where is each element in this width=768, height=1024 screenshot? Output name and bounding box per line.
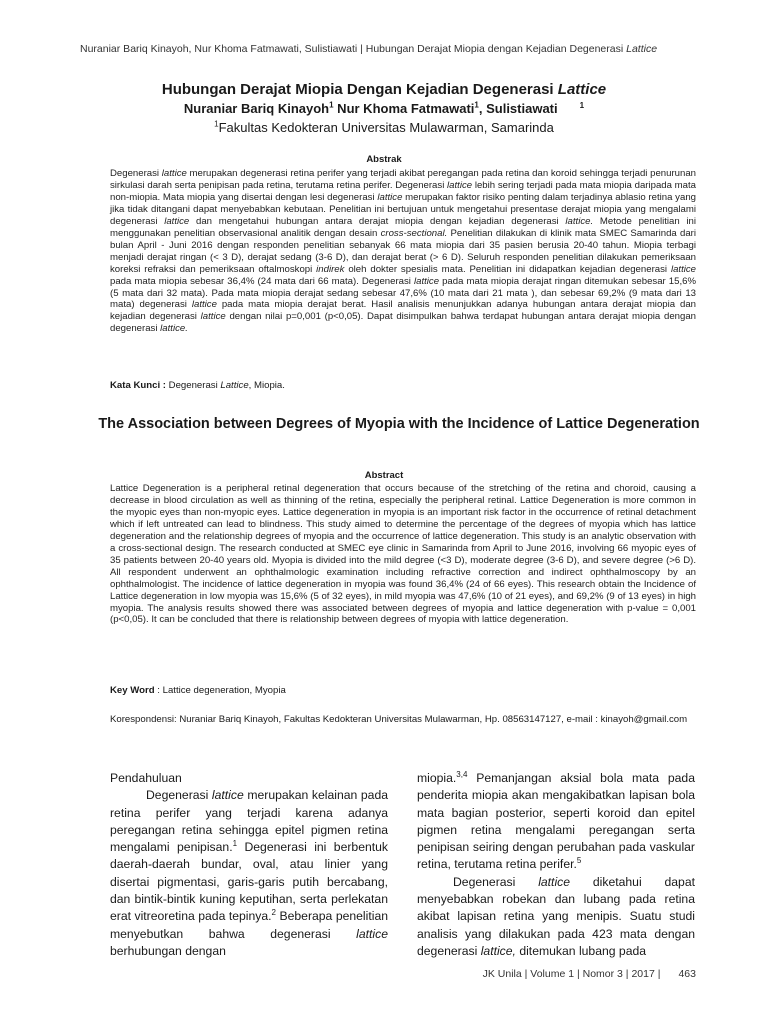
abstrak-text: Degenerasi lattice merupakan degenerasi retina perifer yang terjadi akibat peregangan pada retina dan koroid sehingga terjadi penurunan sirkulasi darah serta penipisan pada retina, terutama retina perifer. Degenerasi lattice lebih sering terjadi pada mata miopia daripada mata non-miopia. Mata miopia yang disertai dengan lesi degenerasi lattice merupakan faktor risiko penting dalam terjadinya ablasio retina yang jika tidak ditangani dapat menyebabkan kebutaan. Penelitian ini bertujuan untuk mengetahui presentase derajat miopia yang mengalami degenerasi lattice dan mengetahui hubungan antara derajat miopia dengan kejadian degenerasi lattice. Metode penelitian ini menggunakan penelitian observasional analitik dengan desain cross-sectional. Penelitian dilakukan di klinik mata SMEC Samarinda dari bulan April - Juni 2016 dengan responden penelitian sebanyak 66 mata miopia dari 35 pasien berusia 20-40 tahun. Miopia terbagi menjadi derajat ringan (< 3 D), derajat sedang (3-6 D), dan derajat berat (> 6 D). Seluruh responden penelitian dilakukan pemeriksaan koreksi refraksi dan pemeriksaan oftalmoskopi indirek oleh dokter spesialis mata. Penelitian ini didapatkan kejadian degenerasi lattice pada mata miopia sebesar 36,4% (24 mata dari 66 mata). Degenerasi lattice pada mata miopia derajat ringan ditemukan sebesar 15,6% (5 mata dari 32 mata). Pada mata miopia derajat sedang sebesar 47,6% (10 mata dari 21 mata ), dan sebesar 69,2% (9 mata dari 13 mata) degenerasi lattice pada mata miopia derajat berat. Hasil analisis menunjukkan adanya hubungan antara derajat miopia dan kejadian degenerasi lattice dengan nilai p=0,001 (p<0,05). Dapat disimpulkan bahwa terdapat hubungan antara derajat miopia dengan degenerasi lattice. [110,168,697,335]
paper-title: Hubungan Derajat Miopia Dengan Kejadian Degenerasi Lattice [161,81,607,98]
body-paragraph: Degenerasi lattice merupakan kelainan pada retina perifer yang terjadi karena adanya peregangan retina sehingga epitel pigmen retina mengalami penipisan.$^1$ Degenerasi ini berbentuk daerah-daerah bundar, oval, atau linier yang disertai pigmentasi, garis-garis putih bercabang, dan bintik-bintik kuning keputihan, serta perlekatan erat vitreoretina pada tepinya.$^2$ Beberapa penelitian menyebutkan bahwa degenerasi lattice berhubungan dengan [110,788,389,958]
abstract-text: Lattice Degeneration is a peripheral retinal degeneration that occurs because of the stretching of the retina and choroid, causing a decrease in blood circulation as well as thinning of the retina, especially the peripheral retinal. Lattice Degeneration is more common in the myopic eyes than non-myopic eyes. Lattice degeneration in myopia is an important risk factor in the occurrence of retinal detachment which if left untreated can lead to blindness. This study aimed to determine the percentage of the degrees of myopia which has lattice degeneration and the relationship degrees of myopia and the occurrence of lattice degeneration. This study is an analytic observation with a cross-sectional design. The research conducted at SMEC eye clinic in Samarinda from April to June 2016, involving 66 myopic eyes of 35 patients between 20-40 years old. Myopia is divided into the mild degree (<3 D), moderate degree (3-6 D), and severe degree (>6 D). All respondent underwent an ophthalmologic examination including refractive correction and indirect ophthalmoscopy by an ophthalmologist. The incidence of lattice degeneration in myopia was found 36,4% (24 of 66 eyes). This research obtain the Incidence of Lattice degeneration in low myopia was 15,6% (5 of 32 eyes), in mild myopia was 47,6% (10 of 21 eyes), and 69,2% (9 of 13 eyes) in high myopia. The analysis results showed there was associated between degrees of myopia and lattice degeneration with p-value = 0,001 (p<0,05). It can be concluded that there is relationship between degrees of myopia with lattice degeneration. [110,483,696,626]
abstrak-heading: Abstrak [366,154,402,165]
kata-kunci: Kata Kunci : Degenerasi Lattice, Miopia. [110,380,285,391]
running-header: Nuraniar Bariq Kinayoh, Nur Khoma Fatmawati, Sulistiawati | Hubungan Derajat Miopia dengan Kejadian Degenerasi Lattice [80,43,658,55]
affiliation: $^1$Fakultas Kedokteran Universitas Mulawarman, Samarinda [214,119,554,135]
body-paragraph: miopia.$^{3,4}$ Pemanjangan aksial bola mata pada penderita miopia akan mengakibatkan lapisan bola mata bagian posterior, seperti koroid dan epitel pigmen retina mengalami peregangan serta penipisan seiring dengan perubahan pada vaskular retina, terutama retina perifer.$^5$ [417,769,695,872]
abstract-heading: Abstract [364,470,404,481]
body-paragraph: Degenerasi lattice diketahui dapat menyebabkan robekan dan lubang pada retina akibat lapisan retina yang menipis. Suatu studi analisis yang dilakukan pada 423 mata dengan degenerasi lattice, ditemukan lubang pada [417,874,696,958]
english-title: The Association between Degrees of Myopia with the Incidence of Lattice Degeneration [98,416,700,432]
authors: Nuraniar Bariq Kinayoh$^1$ Nur Khoma Fatmawati$^1$, Sulistiawati $^1$ [183,100,585,116]
body-column-left [110,770,388,960]
page-footer [483,968,696,980]
section-heading: Pendahuluan [110,771,182,785]
page-number: 463 [678,968,696,980]
key-word: Key Word : Lattice degeneration, Myopia [110,685,286,696]
correspondence: Korespondensi: Nuraniar Bariq Kinayoh, Fakultas Kedokteran Universitas Mulawarman, Hp. 08563147127, e-mail : kinayoh@gmail.com [110,714,688,725]
body-column-right [417,770,695,960]
title-block [60,80,708,137]
journal-info: JK Unila | Volume 1 | Nomor 3 | 2017 | [482,968,661,980]
